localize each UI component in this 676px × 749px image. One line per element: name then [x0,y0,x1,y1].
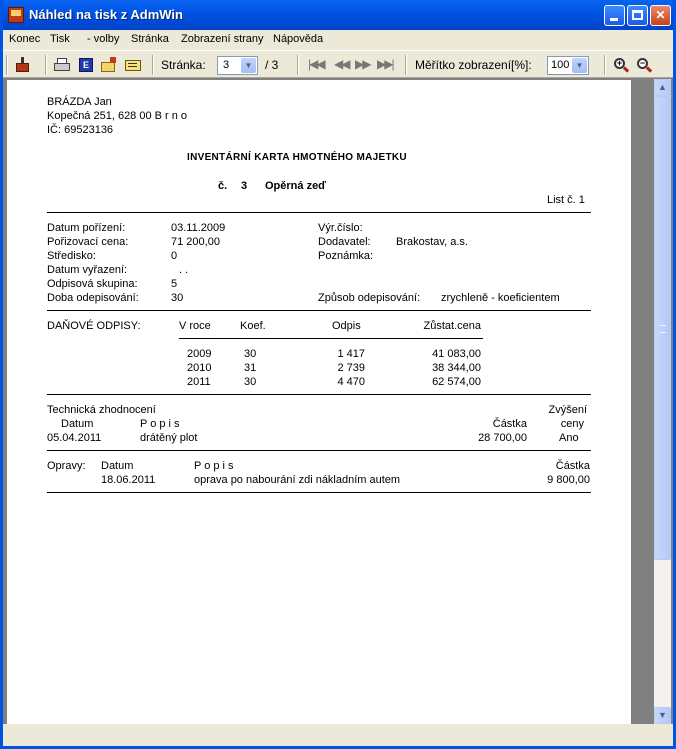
chevron-down-icon[interactable]: ▼ [241,58,256,73]
dep-header-coef: Koef. [240,320,266,332]
first-page-icon[interactable]: |◀◀ [308,57,324,71]
divider [47,492,591,493]
vertical-scrollbar[interactable] [654,79,671,724]
sheet-number: List č. 1 [547,194,585,206]
window-title: Náhled na tisk z AdmWin [29,7,183,22]
page-select-value: 3 [223,59,230,71]
grip-icon [659,325,666,333]
zoom-out-icon[interactable]: − [636,57,652,73]
info-label: Středisko: [47,250,96,262]
menu-konec[interactable]: Konec [9,33,41,45]
toolbar-separator [45,55,47,75]
dep-header-amount: Odpis [332,320,361,332]
menu-bar [3,30,673,49]
info-label: Odpisová skupina: [47,278,138,290]
info-label: Datum pořízení: [47,222,126,234]
page-label: Stránka: [161,58,206,72]
window-bottom-edge [3,724,673,746]
tech-desc: drátěný plot [140,432,198,444]
tech-amount-header: Částka [492,418,527,430]
scroll-up-icon[interactable]: ▲ [654,79,671,96]
menu-napoveda[interactable]: Nápověda [273,33,324,45]
toolbar-separator [297,55,299,75]
divider [47,310,591,311]
info-right-label: Dodavatel: [318,236,371,248]
dep-coef: 31 [244,362,257,374]
dep-year: 2011 [187,376,211,388]
repairs-date-header: Datum [101,460,134,472]
tech-desc-header: P o p i s [140,418,180,430]
method-label: Způsob odepisování: [318,292,421,304]
dep-header-remaining: Zůstat.cena [423,320,481,332]
divider [47,450,591,451]
toolbar-separator [405,55,407,75]
toolbar-separator [604,55,606,75]
tech-increase-header-2: ceny [560,418,584,430]
method-value: zrychleně - koeficientem [441,292,560,304]
dep-coef: 30 [244,376,257,388]
toolbar [3,50,673,78]
exit-icon[interactable] [15,57,31,73]
dep-remaining: 41 083,00 [432,348,481,360]
info-value: 71 200,00 [171,236,220,248]
dep-header-year: V roce [179,320,211,332]
repairs-date: 18.06.2011 [101,474,156,486]
maximize-icon [632,10,643,20]
info-right-value: Brakostav, a.s. [396,236,468,248]
info-value: 03.11.2009 [171,222,226,234]
repairs-label: Opravy: [47,460,86,472]
dep-amount: 1 417 [337,348,365,360]
title-bar[interactable] [3,0,673,30]
card-number: 3 [241,180,248,192]
owner-address: Kopečná 251, 628 00 B r n o [47,110,188,122]
dep-amount: 4 470 [337,376,365,388]
page-select[interactable] [217,56,258,75]
tech-date: 05.04.2011 [47,432,102,444]
zoom-in-icon[interactable]: + [613,57,629,73]
depreciation-title: DAŇOVÉ ODPISY: [47,320,141,332]
minimize-icon [610,18,618,21]
open-folder-icon[interactable] [101,57,117,73]
page-total: / 3 [265,58,279,72]
tech-increase-header-1: Zvýšení [548,404,587,416]
maximize-button[interactable] [627,5,648,26]
owner-name: BRÁZDA Jan [47,96,112,108]
tech-title: Technická zhodnocení [47,404,156,416]
minimize-button[interactable] [604,5,625,26]
previous-page-icon[interactable]: ◀◀ [334,57,349,71]
close-icon: ✕ [655,8,666,22]
info-value: 30 [171,292,184,304]
divider [47,212,591,213]
repairs-amount: 9 800,00 [547,474,590,486]
scroll-down-icon[interactable]: ▼ [654,707,671,724]
repairs-desc: oprava po nabourání zdi nákladním autem [194,474,401,486]
repairs-amount-header: Částka [555,460,590,472]
menu-volby[interactable]: - volby [87,33,120,45]
dep-table-divider [179,338,483,339]
close-button[interactable] [650,5,671,26]
tech-increase: Ano [559,432,579,444]
info-label: Doba odepisování: [47,292,139,304]
divider [47,394,591,395]
menu-tisk[interactable]: Tisk [50,33,70,45]
printer-icon[interactable] [54,57,70,73]
next-page-icon[interactable]: ▶▶ [355,57,370,71]
zoom-select-value: 100 [551,59,570,71]
dep-amount: 2 739 [337,362,365,374]
info-right-label: Poznámka: [318,250,374,262]
scrollbar-thumb[interactable] [654,96,671,560]
dep-coef: 30 [244,348,257,360]
preview-viewport[interactable] [3,78,673,746]
info-label: Datum vyřazení: [47,264,128,276]
menu-stranka[interactable]: Stránka [131,33,169,45]
dep-remaining: 62 574,00 [432,376,481,388]
info-right-label: Výr.číslo: [318,222,363,234]
info-value: . . [179,264,189,276]
print-setup-icon[interactable]: E [78,57,94,73]
report-title: INVENTÁRNÍ KARTA HMOTNÉHO MAJETKU [187,152,407,163]
menu-zobrazeni-strany[interactable]: Zobrazení strany [181,33,264,45]
info-value: 5 [171,278,178,290]
dep-remaining: 38 344,00 [432,362,481,374]
last-page-icon[interactable]: ▶▶| [377,57,393,71]
chevron-down-icon[interactable]: ▼ [572,58,587,73]
owner-ic: IČ: 69523136 [47,124,114,136]
tech-amount: 28 700,00 [478,432,527,444]
report-page [7,80,631,724]
export-icon[interactable] [125,57,141,73]
dep-year: 2010 [187,362,212,374]
card-number-label: č. [218,180,228,192]
dep-year: 2009 [187,348,212,360]
repairs-desc-header: P o p i s [194,460,234,472]
zoom-select[interactable] [547,56,589,75]
info-label: Pořizovací cena: [47,236,129,248]
toolbar-grip [6,55,8,75]
tech-date-header: Datum [61,418,94,430]
app-icon[interactable] [8,7,24,23]
info-value: 0 [171,250,178,262]
toolbar-separator [152,55,154,75]
zoom-label: Měřítko zobrazení[%]: [415,58,532,72]
asset-name: Opěrná zeď [265,180,327,192]
